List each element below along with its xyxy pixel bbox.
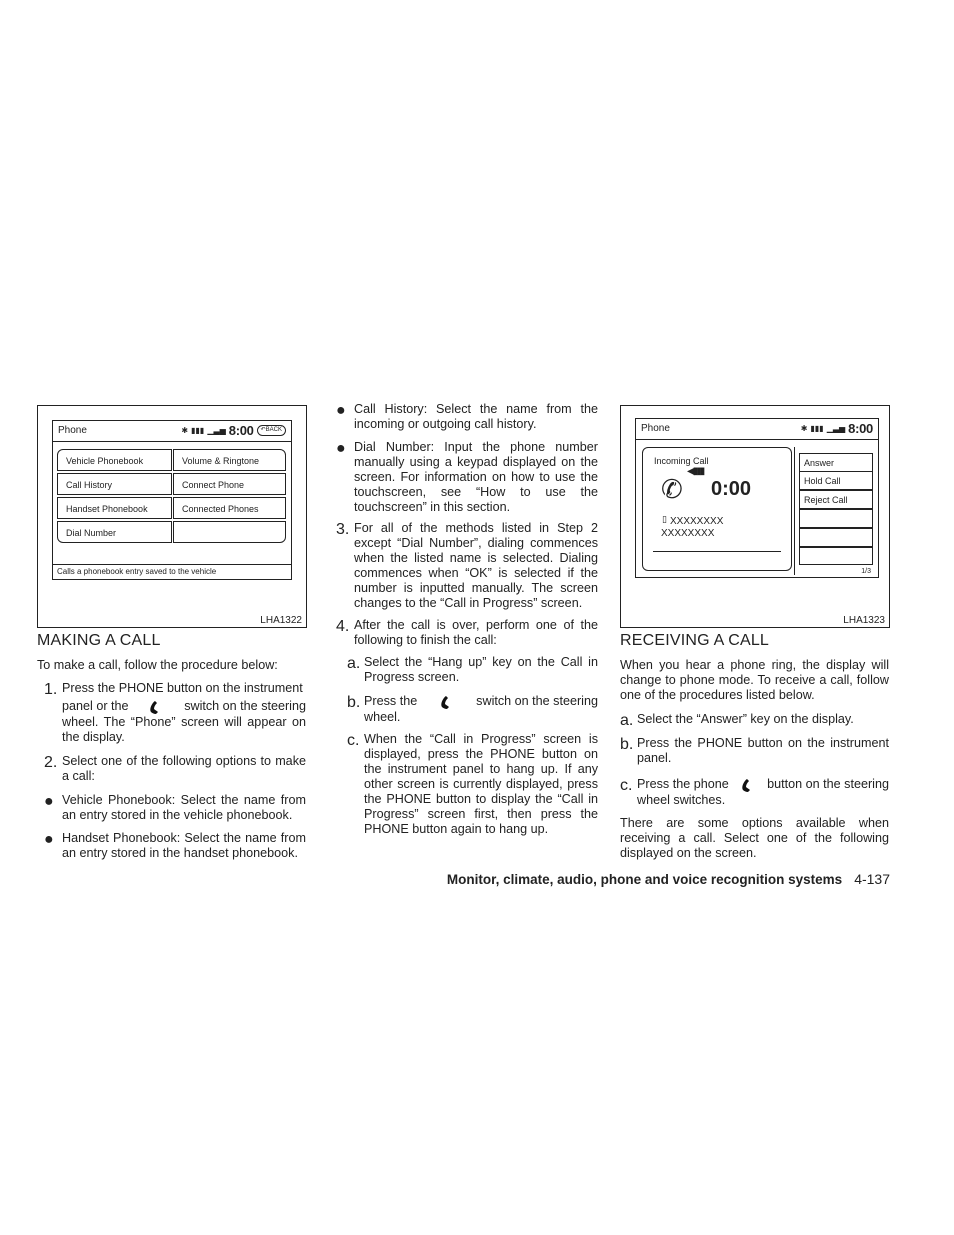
bullet-vehicle-phonebook-text: Vehicle Phonebook: Select the name from an entry stored in the vehicle phonebook. xyxy=(62,793,306,822)
figure-incoming-call xyxy=(620,405,890,628)
phone-handset-icon xyxy=(735,777,761,793)
option-a-label: a. xyxy=(620,712,634,729)
status-icons xyxy=(801,421,873,436)
page-footer xyxy=(447,871,890,887)
caller-id-line2: XXXXXXXX xyxy=(661,528,715,539)
step-4b-text-3: wheel. xyxy=(364,710,401,724)
step-4 xyxy=(336,618,598,648)
bullet-vehicle-phonebook xyxy=(44,793,306,823)
answer-button[interactable]: Answer xyxy=(799,453,873,472)
hold-call-button[interactable]: Hold Call xyxy=(799,471,873,490)
incoming-call-screen xyxy=(635,418,879,578)
step-4-text: After the call is over, perform one of the following to finish the call: xyxy=(354,618,598,647)
receive-option-c xyxy=(620,777,889,808)
step-4b-text-1: Press the xyxy=(364,694,418,708)
option-c-text-2: button on the steering xyxy=(767,777,889,791)
back-button[interactable]: ↶BACK xyxy=(257,425,286,436)
receiving-call-intro: When you hear a phone ring, the display will change to phone mode. To receive a call, follow one of the procedures listed below. xyxy=(620,658,889,702)
option-empty-3 xyxy=(799,547,873,565)
step-4c-label: c. xyxy=(347,732,360,749)
phone-menu-screen xyxy=(52,420,292,580)
menu-vehicle-phonebook[interactable]: Vehicle Phonebook xyxy=(57,449,172,471)
bullet-icon: ● xyxy=(336,440,346,457)
option-empty-2 xyxy=(799,528,873,547)
step-4a-label: a. xyxy=(347,655,361,672)
step-4b-label: b. xyxy=(347,694,361,711)
bullet-icon: ● xyxy=(44,831,54,848)
menu-empty-slot xyxy=(173,521,286,543)
step-1 xyxy=(44,681,306,745)
divider xyxy=(653,551,781,552)
screen-title: Phone xyxy=(58,425,87,436)
caller-id-line1: XXXXXXXX xyxy=(670,516,724,527)
option-b-label: b. xyxy=(620,736,634,753)
option-a-text: Select the “Answer” key on the display. xyxy=(637,712,854,726)
status-icons xyxy=(181,423,286,438)
option-c-text-3: wheel switches. xyxy=(637,793,726,807)
battery-icon: ▮▮▮ xyxy=(810,424,824,433)
option-c-label: c. xyxy=(620,777,633,794)
step-3-text: For all of the methods listed in Step 2 except “Dial Number”, dialing commences when the listed name is selected. Dialing commences when “OK” is selected if the number is inputted manually. The screen changes to the “Call in Progress” screen. xyxy=(354,521,598,610)
contact-icon: ▯ xyxy=(662,514,667,524)
figure-code: LHA1322 xyxy=(260,615,302,626)
phone-handset-icon xyxy=(143,699,169,715)
option-c-line xyxy=(637,777,889,793)
option-b-text: Press the PHONE button on the instrument panel. xyxy=(637,736,889,765)
signal-icon: ▁▃▅ xyxy=(826,424,846,433)
bullet-call-history xyxy=(336,402,598,432)
step-1-text-b2: switch on the steering xyxy=(184,699,306,713)
reject-call-button[interactable]: Reject Call xyxy=(799,490,873,509)
step-1-line-a: Press the PHONE button on the instrument xyxy=(62,681,303,695)
incoming-call-label: Incoming Call xyxy=(654,456,709,466)
step-2 xyxy=(44,754,306,784)
page-number: 4-137 xyxy=(854,871,890,887)
bullet-handset-phonebook xyxy=(44,831,306,861)
menu-handset-phonebook[interactable]: Handset Phonebook xyxy=(57,497,172,519)
footer-section-title: Monitor, climate, audio, phone and voice recognition systems xyxy=(446,872,843,887)
figure-phone-menu xyxy=(37,405,307,628)
step-4a xyxy=(347,655,598,685)
step-4-number: 4. xyxy=(336,618,350,635)
step-4b-line xyxy=(364,694,598,710)
step-1-line-b xyxy=(62,699,306,715)
screen-title: Phone xyxy=(641,423,670,434)
menu-connect-phone[interactable]: Connect Phone xyxy=(173,473,286,495)
option-empty-1 xyxy=(799,509,873,528)
phone-handset-icon: ✆ xyxy=(661,474,683,504)
clock: 8:00 xyxy=(848,421,873,436)
receiving-a-call-heading: RECEIVING A CALL xyxy=(620,632,770,649)
phone-handset-icon xyxy=(434,694,460,710)
bluetooth-icon: ✱ xyxy=(800,424,808,433)
call-timer: 0:00 xyxy=(711,478,752,500)
step-4b xyxy=(347,694,598,725)
bullet-dial-number xyxy=(336,440,598,515)
bluetooth-icon: ✱ xyxy=(181,426,189,435)
option-c-text-1: Press the phone xyxy=(637,777,729,791)
menu-volume-ringtone[interactable]: Volume & Ringtone xyxy=(173,449,286,471)
battery-icon: ▮▮▮ xyxy=(191,426,205,435)
making-call-intro: To make a call, follow the procedure below: xyxy=(37,658,278,672)
incoming-call-panel xyxy=(642,447,792,571)
back-button-label: BACK xyxy=(265,427,282,433)
step-3 xyxy=(336,521,598,611)
bullet-dial-number-text: Dial Number: Input the phone number manually using a keypad displayed on the screen. For information on how to use the touchscreen, see “How to use the touchscreen” in this section. xyxy=(354,440,598,514)
receiving-call-outro: There are some options available when receiving a call. Select one of the following displayed on the screen. xyxy=(620,816,889,860)
signal-icon: ▁▃▅ xyxy=(207,426,226,435)
ringing-arrow-icon: ◀▮▮▮ xyxy=(687,466,704,477)
menu-connected-phones[interactable]: Connected Phones xyxy=(173,497,286,519)
making-a-call-heading: MAKING A CALL xyxy=(37,632,161,649)
step-2-number: 2. xyxy=(44,754,58,771)
step-4a-text: Select the “Hang up” key on the Call in Progress screen. xyxy=(364,655,598,684)
screen-header xyxy=(53,421,291,442)
menu-call-history[interactable]: Call History xyxy=(57,473,172,495)
screen-header xyxy=(636,419,878,440)
step-1-number: 1. xyxy=(44,681,58,698)
bullet-icon: ● xyxy=(336,402,346,419)
step-4b-text-2: switch on the steering xyxy=(476,694,598,708)
options-divider xyxy=(794,447,795,575)
receive-option-b xyxy=(620,736,889,766)
bullet-icon: ● xyxy=(44,793,54,810)
bullet-call-history-text: Call History: Select the name from the incoming or outgoing call history. xyxy=(354,402,598,431)
screen-status-text: Calls a phonebook entry saved to the vehicle xyxy=(53,564,291,579)
figure-code: LHA1323 xyxy=(843,615,885,626)
step-2-text: Select one of the following options to make a call: xyxy=(62,754,306,783)
page-indicator: 1/3 xyxy=(861,568,871,575)
clock: 8:00 xyxy=(228,423,254,438)
menu-dial-number[interactable]: Dial Number xyxy=(57,521,172,543)
step-3-number: 3. xyxy=(336,521,350,538)
step-1-line-c: wheel. The “Phone” screen will appear on the display. xyxy=(62,715,306,744)
bullet-handset-phonebook-text: Handset Phonebook: Select the name from an entry stored in the handset phonebook. xyxy=(62,831,306,860)
receive-option-a xyxy=(620,712,889,727)
step-4c-text: When the “Call in Progress” screen is displayed, press the PHONE button on the instrument panel to hang up. If any other screen is currently displayed, press the PHONE button to display the “Call in Progress” screen first, then press the PHONE button again to hang up. xyxy=(364,732,598,836)
step-4c xyxy=(347,732,598,837)
step-1-text-b1: panel or the xyxy=(62,699,129,713)
